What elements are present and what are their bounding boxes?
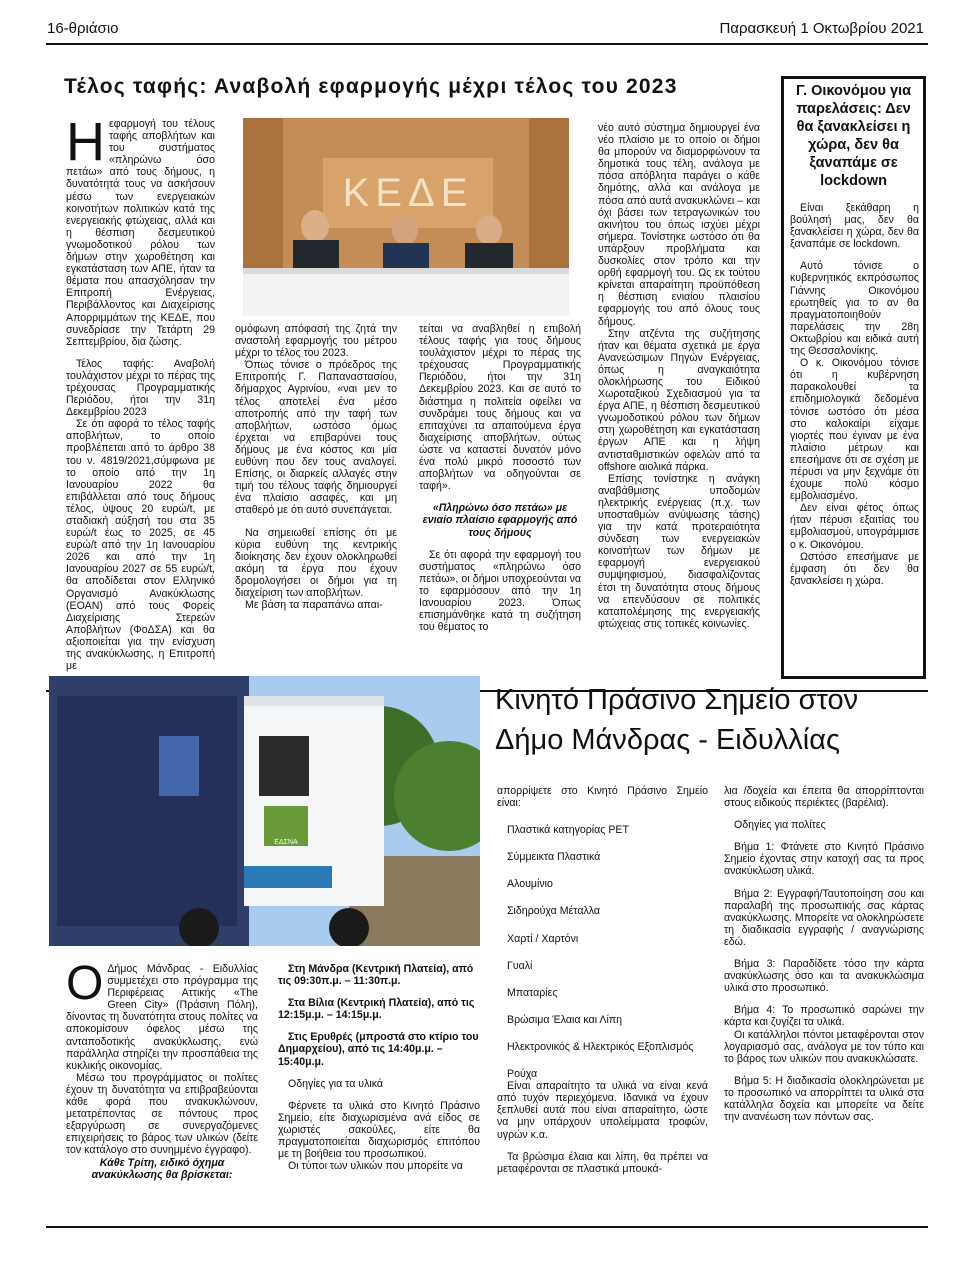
paragraph: απορρίψετε στο Κινητό Πράσινο Σημείο είναι: <box>497 785 708 810</box>
photo-sign-text: ΚΕΔΕ <box>342 171 474 215</box>
dropcap: Ο <box>66 957 104 1010</box>
schedule-item: Στη Μάνδρα (Κεντρική Πλατεία), από τις 09:30π.μ. – 11:30π.μ. <box>278 963 474 988</box>
article-title: Τέλος ταφής: Αναβολή εφαρμογής μέχρι τέλος του 2023 <box>64 75 678 98</box>
material-item: Ηλεκτρονικός & Ηλεκτρικός Εξοπλισμός <box>507 1040 694 1053</box>
header-rule <box>46 43 928 45</box>
material-item: Πλαστικά κατηγορίας PET <box>507 824 629 837</box>
paragraph: τείται να αναβληθεί η επιβολή τέλους ταφής για τους δήμους τουλάχιστον μέχρι το πέρας της τρέχουσας Προγραμματικής Περιόδου, ήτοι την 31η Δεκεμβρίου 2023. Και σε αυτό το διάστημα η πολιτεία οφείλει να συνδράμει τους δήμους και να επιταχύνει τα απαιτούμενα έργα διαχείρισης αποβλήτων, ούτως ώστε να καταστεί δυνατόν μόνο ένα πολύ μικρό ποσοστό των αποβλήτων να οδηγούνται σε ταφή». <box>419 323 581 493</box>
schedule-item: Στις Ερυθρές (μπροστά στο κτίριο του Δημαρχείου), από τις 14:40μ.μ. – 15:40μ.μ. <box>278 1031 479 1068</box>
material-item: Γυαλί <box>507 959 533 972</box>
article2-column-3 <box>497 785 708 1175</box>
subheading: Οδηγίες για πολίτες <box>734 819 826 832</box>
paragraph: Είναι ξεκάθαρη η βούλησή μας, δεν θα ξανακλείσει η χώρα, δεν θα ξαναπάμε σε lockdown. <box>790 202 919 251</box>
sidebar-body <box>784 190 923 587</box>
step-paragraph: Βήμα 5: Η διαδικασία ολοκληρώνεται με το προσωπικό να απορρίπτει τα υλικά στα κατάλληλα δοχεία και μπορείτε να δείτε την ανανέωση των πόντων σας. <box>724 1074 924 1124</box>
paragraph: Αυτό τόνισε ο κυβερνητικός εκπρόσωπος Γιάννης Οικονόμου ερωτηθείς για το αν θα πραγματοποιηθούν παρελάσεις την 28η Οκτωβρίου και ειδικά αυτή της Θεσσαλονίκης. <box>790 260 919 358</box>
paragraph: Όπως τόνισε ο πρόεδρος της Επιτροπής Γ. Παπαναστασίου, δήμαρχος Αγρινίου, «ναι μεν το τέλος αποτελεί ένα μέσο αποτροπής από την ταφή των αποβλήτων, ωστόσο όμως έρχεται να επιβαρύνει τους δήμους με ένα κόστος και μία ευθύνη που δεν τους αναλογεί. Επίσης, οι διαρκείς αλλαγές στην τιμή του τέλους ταφής δημιουργεί ένα πλαίσιο ασαφές, και μη σταθερό με ότι αυτό συνεπάγεται. <box>235 359 397 517</box>
paragraph: λια /δοχεία και έπειτα θα απορρίπτονται στους ειδικούς περιέκτες (βαρέλια). <box>724 785 924 810</box>
paragraph: Να σημειωθεί επίσης ότι με κύρια ευθύνη της κεντρικής διοίκησης δεν έχουν ολοκληρωθεί ακόμη τα έργα που έχουν δρομολογήσει οι δήμοι για τη διαχείριση των αποβλήτων. <box>235 526 397 599</box>
bottom-rule <box>46 1226 928 1228</box>
paragraph: Σε ότι αφορά το τέλος ταφής αποβλήτων, το οποίο προβλέπεται από το άρθρο 38 του ν. 4819/2021,σύμφωνα με το οποίο από την 1η Ιανουαρίου 2022 θα επιβάλλεται από τους δήμους τέλος, ύψους 20 ευρώ/t, με σταδιακή αύξησή του στα 35 ευρώ/t έως το 2025, σε 45 ευρώ/t από την 1η Ιανουαρίου 2026 και από την 1η Ιανουαρίου 2027 σε 55 ευρώ/t, θα αποδίδεται στον Ελληνικό Οργανισμό Ανακύκλωσης (ΕΟΑΝ) από τους Φορείς Διαχείρισης Στερεών Αποβλήτων (ΦοΔΣΑ) και θα αξιοποιείται για την ενίσχυση της ανακύκλωσης, η Επιτροπή με <box>66 418 215 673</box>
paragraph: ομόφωνη απόφασή της ζητά την αναστολή εφαρμογής του μέτρου μέχρι το τέλος του 2023. <box>235 323 397 360</box>
article-title-line-1: Κινητό Πράσινο Σημείο στον <box>495 684 859 716</box>
article2-column-2 <box>278 963 480 1172</box>
page-number: 16-θριάσιο <box>47 20 119 37</box>
article1-column-2 <box>235 323 397 611</box>
paragraph: Οι κατάλληλοι πόντοι μεταφέρονται στον λογαριασμό σας, ανάλογα με τον τύπο και το βάρος των υλικών που ανακυκλώσατε. <box>724 1028 924 1065</box>
material-item: Αλουμίνιο <box>507 878 553 891</box>
paragraph: νέο αυτό σύστημα δημιουργεί ένα νέο πλαίσιο με το οποίο οι δήμοι θα μπορούν να διαμορφώνουν τα δημοτικά τους τέλη, ανάλογα με πόσα απόβλητα παράγει ο κάθε δημότης, αλλά και ανάλογα με πόσα από αυτά ανακυκλώνει – και όχι βάσει των τετραγωνικών του ακινήτου του όπως ισχύει μέχρι σήμερα. Τονίστηκε ωστόσο ότι θα υπάρξουν προβλήματα και δυσκολίες στον τρόπο και την ορθή εφαρμογή του. Ως εκ τούτου κρίνεται απαραίτητη προϋπόθεση η θέσπιση ενιαίου πλαισίου εφαρμογής του από όλους τους δήμους. <box>598 122 760 328</box>
step-paragraph: Βήμα 2: Εγγραφή/Ταυτοποίηση σου και παραλαβή της προσωπικής σας κάρτας ανακύκλωσης. Μπορείτε να ολοκληρώσετε τη διαδικασία εγγραφής / αναγνώρισης εδώ. <box>724 887 924 948</box>
article1-column-1 <box>66 112 215 673</box>
subheading: Τέλος ταφής: Αναβολή τουλάχιστον μέχρι το πέρας της τρέχουσας Προγραμματικής Περιόδου, ήτοι την 31η Δεκεμβρίου 2023 <box>66 357 215 419</box>
step-paragraph: Βήμα 3: Παραδίδετε τόσο την κάρτα ανακύκλωσης όσο και τα ανακυκλώσιμα υλικά στο προσωπικό. <box>724 958 924 995</box>
step-paragraph: Βήμα 4: Το προσωπικό σαρώνει την κάρτα και ζυγίζει τα υλικά. <box>724 1004 924 1029</box>
paragraph: Δήμος Μάνδρας - Ειδυλλίας συμμετέχει στο πρόγραμμα της Περιφέρειας Αττικής «The Green City» (Πράσινη Πόλη), δίνοντας τη δυνατότητα στους πολίτες να αποκομίσουν όφελος μέσω της ανταποδοτικής ανακύκλωσης, ενώ παράλληλα στηρίζει την προσπάθεια της κυκλικής οικονομίας. <box>66 963 258 1072</box>
article2-column-4 <box>724 785 924 1123</box>
paragraph: Επίσης τονίστηκε η ανάγκη αναβάθμισης υποδομών ηλεκτρικής ενέργειας (π.χ. των υποσταθμών ανύψωσης τάσης) για την κατά προτεραιότητα σύνδεση των ενεργειακών κοινοτήτων των δήμων με εφαρμογή ενεργειακού συμψηφισμού, διασφαλίζοντας έτσι τη δυνατότητα στους δήμους να επενδύσουν σε πολιτικές καταπολέμησης της ενεργειακής φτώχειας στις τοπικές κοινωνίες. <box>598 472 760 630</box>
issue-date: Παρασκευή 1 Οκτωβρίου 2021 <box>719 20 924 37</box>
dropcap: Η <box>66 112 105 172</box>
paragraph: Σε ότι αφορά την εφαρμογή του συστήματος «πληρώνω όσο πετάω», οι δήμοι υποχρεούνται να το εφαρμόσουν από την 1η Ιανουαρίου 2023. Όπως επισημάνθηκε κατά τη συζήτηση του θέματος το <box>419 548 581 634</box>
paragraph: Στην ατζέντα της συζήτησης ήταν και θέματα σχετικά με έργα Ανανεώσιμων Πηγών Ενέργειας, όπως η αναγκαιότητα ολοκλήρωσης του Ειδικού Χωροταξικού Σχεδιασμού για τα έργα ΑΠΕ, η θέσπιση δεσμευτικού γνωμοδοτικού ρόλου των δήμων στη χωροθέτηση και εγκατάσταση έργων ΑΠΕ και η λήψη αντισταθμιστικών οφελών από τα offshore αιολικά πάρκα. <box>598 327 760 473</box>
truck-photo <box>49 676 480 946</box>
paragraph: Οι τύποι των υλικών που μπορείτε να <box>288 1160 463 1173</box>
subheading: «Πληρώνω όσο πετάω» με ενιαίο πλαίσιο εφαρμογής από τους δήμους <box>422 502 578 539</box>
paragraph: Ωστόσο επεσήμανε με έμφαση ότι δεν θα ξανακλείσει η χώρα. <box>790 550 919 587</box>
subheading: Κάθε Τρίτη, ειδικό όχημα ανακύκλωσης θα βρίσκεται: <box>91 1156 233 1181</box>
meeting-photo <box>243 118 569 316</box>
paragraph: Φέρνετε τα υλικά στο Κινητό Πράσινο Σημείο, είτε διαχωρισμένα ανά είδος σε χωριστές σακούλες, είτε θα πραγματοποιείται διαχωρισμός επιτόπου με τη βοήθεια του προσωπικού. <box>278 1099 480 1161</box>
paragraph: Ο κ. Οικονόμου τόνισε ότι η κυβέρνηση παρακολουθεί τα επιδημιολογικά δεδομένα τόνισε ωστόσο ότι μέσα στο καλοκαίρι είχαμε γιορτές που έγιναν με ένα πλαίσιο μέτρων και επεσήμανε ότι σε σχέση με πέρυσι να μην ξεχνάμε ότι έχουμε πολύ κόσμο εμβολιασμένο. <box>790 357 919 503</box>
material-item: Σιδηρούχα Μέταλλα <box>507 905 601 918</box>
article1-column-4 <box>598 122 760 630</box>
paragraph: Είναι απαραίτητο τα υλικά να είναι κενά από τυχόν περιεχόμενα. Ιδανικά να έχουν ξεπλυθεί αυτά που είναι απαραίτητο, ώστε να μην υπάρχουν υπολείμματα τροφών, υγρών κ.α. <box>497 1080 708 1141</box>
meeting-photo-graphic <box>243 118 569 316</box>
article-title <box>495 680 858 760</box>
paragraph: Μέσω του προγράμματος οι πολίτες έχουν τη δυνατότητα να επιβραβεύονται κάθε φορά που ανακυκλώνουν, μετατρέποντας σε πόντους προς εξαργύρωση σε συνεργαζόμενες επιχειρήσεις το βάρος των υλικών (δείτε τον κατάλογο στο συνημμένο έγγραφο). <box>66 1071 258 1157</box>
sidebar-title: Γ. Οικονόμου για παρελάσεις: Δεν θα ξανακλείσει η χώρα, δεν θα ξαναπάμε σε lockdown <box>795 83 912 189</box>
material-item: Βρώσιμα Έλαια και Λίπη <box>507 1013 623 1026</box>
material-item: Μπαταρίες <box>507 986 558 999</box>
step-paragraph: Βήμα 1: Φτάνετε στο Κινητό Πράσινο Σημείο έχοντας στην κατοχή σας τα προς ανακύκλωση υλικά. <box>724 841 924 878</box>
schedule-item: Στα Βίλια (Κεντρική Πλατεία), από τις 12:15μ.μ. – 14:15μ.μ. <box>278 997 475 1022</box>
article-title-line-2: Δήμο Μάνδρας - Ειδυλλίας <box>495 724 840 756</box>
paragraph: Δεν είναι φέτος όπως ήταν πέρυσι εξαιτίας του εμβολιασμού, υπογράμμισε ο κ. Οικονόμου. <box>790 502 919 551</box>
paragraph: Τα βρώσιμα έλαια και λίπη, θα πρέπει να μεταφέρονται σε πλαστικά μπουκά- <box>497 1150 708 1175</box>
truck-brand-text: ΕΔΣΝΑ <box>274 839 298 846</box>
paragraph: Με βάση τα παραπάνω απαι- <box>245 599 383 612</box>
subheading: Οδηγίες για τα υλικά <box>288 1077 384 1090</box>
truck-photo-graphic <box>49 676 480 946</box>
paragraph: εφαρμογή του τέλους ταφής αποβλήτων και του συστήματος «πληρώνω όσο πετάω» από τους δήμους, η δυνατότητά τους να ασκήσουν μέσω των ενεργειακών κοινοτήτων πολιτικών κατά της ενεργειακής φτώχειας, αλλά και η θέσπιση δεσμευτικού γνωμοδοτικού ρόλου των δήμων στην χωροθέτηση και εγκατάσταση των ΑΠΕ, ήταν τα θέματα που απασχόλησαν την Επιτροπή Ενέργειας, Περιβάλλοντος και Διαχείρισης Απορριμμάτων της ΚΕΔΕ, που συνεδρίασε την Τετάρτη 29 Σεπτεμβρίου, δια ζώσης. <box>66 118 215 348</box>
article2-column-1 <box>66 957 258 1181</box>
material-item: Ρούχα <box>507 1068 538 1081</box>
material-item: Χαρτί / Χαρτόνι <box>507 932 579 945</box>
material-item: Σύμμεικτα Πλαστικά <box>507 851 601 864</box>
sidebar-box <box>781 76 926 679</box>
article1-column-3 <box>419 323 581 633</box>
